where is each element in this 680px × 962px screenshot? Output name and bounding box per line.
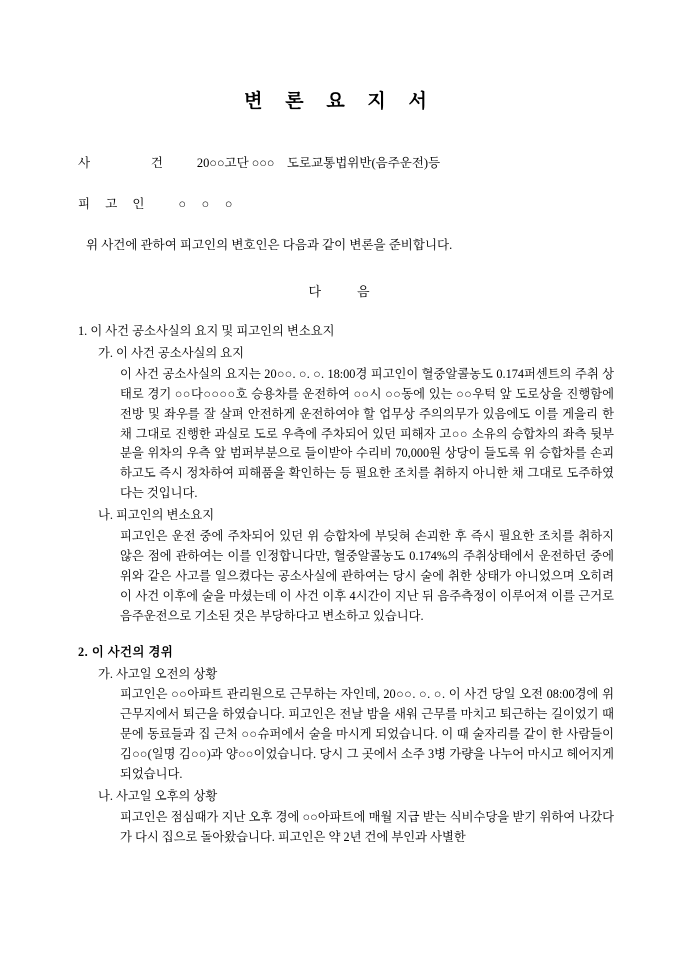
section-1-label: 이 사건 공소사실의 요지 및 피고인의 변소요지 <box>90 324 335 338</box>
section-1-sub-b-title <box>98 506 614 526</box>
section-1-sub-a-marker: 가. <box>98 345 113 360</box>
section-1-sub-a-label: 이 사건 공소사실의 요지 <box>116 345 245 360</box>
section-heading-daeum <box>0 281 680 300</box>
case-meta-block <box>0 153 680 214</box>
section-2-sub-b-paragraph: 피고인은 점심때가 지난 오후 경에 ○○아파트에 매월 지급 받는 식비수당을 받기 위하여 나갔다가 다시 집으로 돌아왔습니다. 피고인은 약 2년 건에 부인과 사별한 <box>120 809 614 844</box>
meta-label-defendant: 피 고 인 <box>78 197 151 211</box>
section-1-title <box>78 322 614 342</box>
section-2-number: 2. <box>78 644 89 659</box>
meta-value-case: 20○○고단 ○○○ 도로교통법위반(음주운전)등 <box>196 156 441 170</box>
section-2-sub-b-label: 사고일 오후의 상황 <box>116 788 218 803</box>
section-1-sub-a-title <box>98 344 614 364</box>
section-2-sub-b-title <box>98 787 614 807</box>
section-2-sub-a-paragraph: 피고인은 ○○아파트 관리원으로 근무하는 자인데, 20○○. ○. ○. 이 사건 당일 오전 08:00경에 위 근무지에서 퇴근을 하였습니다. 피고인은 전날 밤을 새워 근무를 마치고 퇴근하는 길이었기 때문에 동료들과 집 근처 ○○슈퍼에서 술을 마시게 되었습니다. 이 때 술자리를 같이 한 사람들이 김○○(일명 김○○)과 양○○이었습니다. 당시 그 곳에서 소주 3병 가량을 나누어 마시고 헤어지게 되었습니다. <box>120 687 614 782</box>
section-2-sub-a-label: 사고일 오전의 상황 <box>116 666 218 681</box>
meta-label-case: 사 건 <box>78 156 169 170</box>
meta-value-defendant: ○ ○ ○ <box>178 197 233 211</box>
document-body <box>0 322 680 848</box>
meta-row-defendant <box>78 194 608 214</box>
heading-eum: 음 <box>357 284 372 299</box>
section-1-sub-a-paragraph: 이 사건 공소사실의 요지는 20○○. ○. ○. 18:00경 피고인이 혈중알콜농도 0.174퍼센트의 주취 상태로 경기 ○○다○○○○호 승용차를 운전하여 ○○시 ○○동에 있는 ○○우턱 앞 도로상을 진행함에 전방 및 좌우를 잘 살펴 안전하게 운전하여야 할 업무상 주의의무가 있음에도 이를 게을리 한 채 그대로 진행한 과실로 도로 우측에 주차되어 있던 피해자 고○○ 소유의 승합차의 좌측 뒷부분을 위차의 우측 앞 범퍼부분으로 들이받아 수리비 70,000원 상당이 들도록 위 승합차를 손괴하고도 즉시 정차하여 피해품을 확인하는 등 필요한 조치를 취하지 아니한 채 그대로 도주하였다는 것입니다. <box>120 366 614 501</box>
section-1-sub-b-label: 피고인의 변소요지 <box>116 508 215 523</box>
section-2-label: 이 사건의 경위 <box>91 644 174 659</box>
page-title: 변 론 요 지 서 <box>244 91 436 112</box>
meta-row-case <box>78 153 608 173</box>
intro-statement: 위 사건에 관하여 피고인의 변호인은 다음과 같이 변론을 준비합니다. <box>86 238 453 252</box>
section-2-sub-a-title <box>98 665 614 685</box>
section-1-sub-b-paragraph: 피고인은 운전 중에 주차되어 있던 위 승합차에 부딪혀 손괴한 후 즉시 필요한 조치를 취하지 않은 점에 관하여는 이를 인정합니다만, 혈중알콜농도 0.174%의 주취상태에서 운전하던 중에 위와 같은 사고를 일으켰다는 공소사실에 관하여는 당시 술에 취한 상태가 아니었으며 오히려 이 사건 이후에 술을 마셨는데 이 사건 이후 4시간이 지난 뒤 음주측정이 이루어져 이를 근거로 음주운전으로 기소된 것은 부당하다고 변소하고 있습니다. <box>120 529 614 623</box>
section-1-number: 1. <box>78 324 88 338</box>
section-1-sub-b-marker: 나. <box>98 508 113 523</box>
section-2-sub-a-marker: 가. <box>98 666 113 681</box>
section-2-title <box>78 643 614 663</box>
heading-da: 다 <box>308 284 323 299</box>
section-2-sub-b-marker: 나. <box>98 788 113 803</box>
